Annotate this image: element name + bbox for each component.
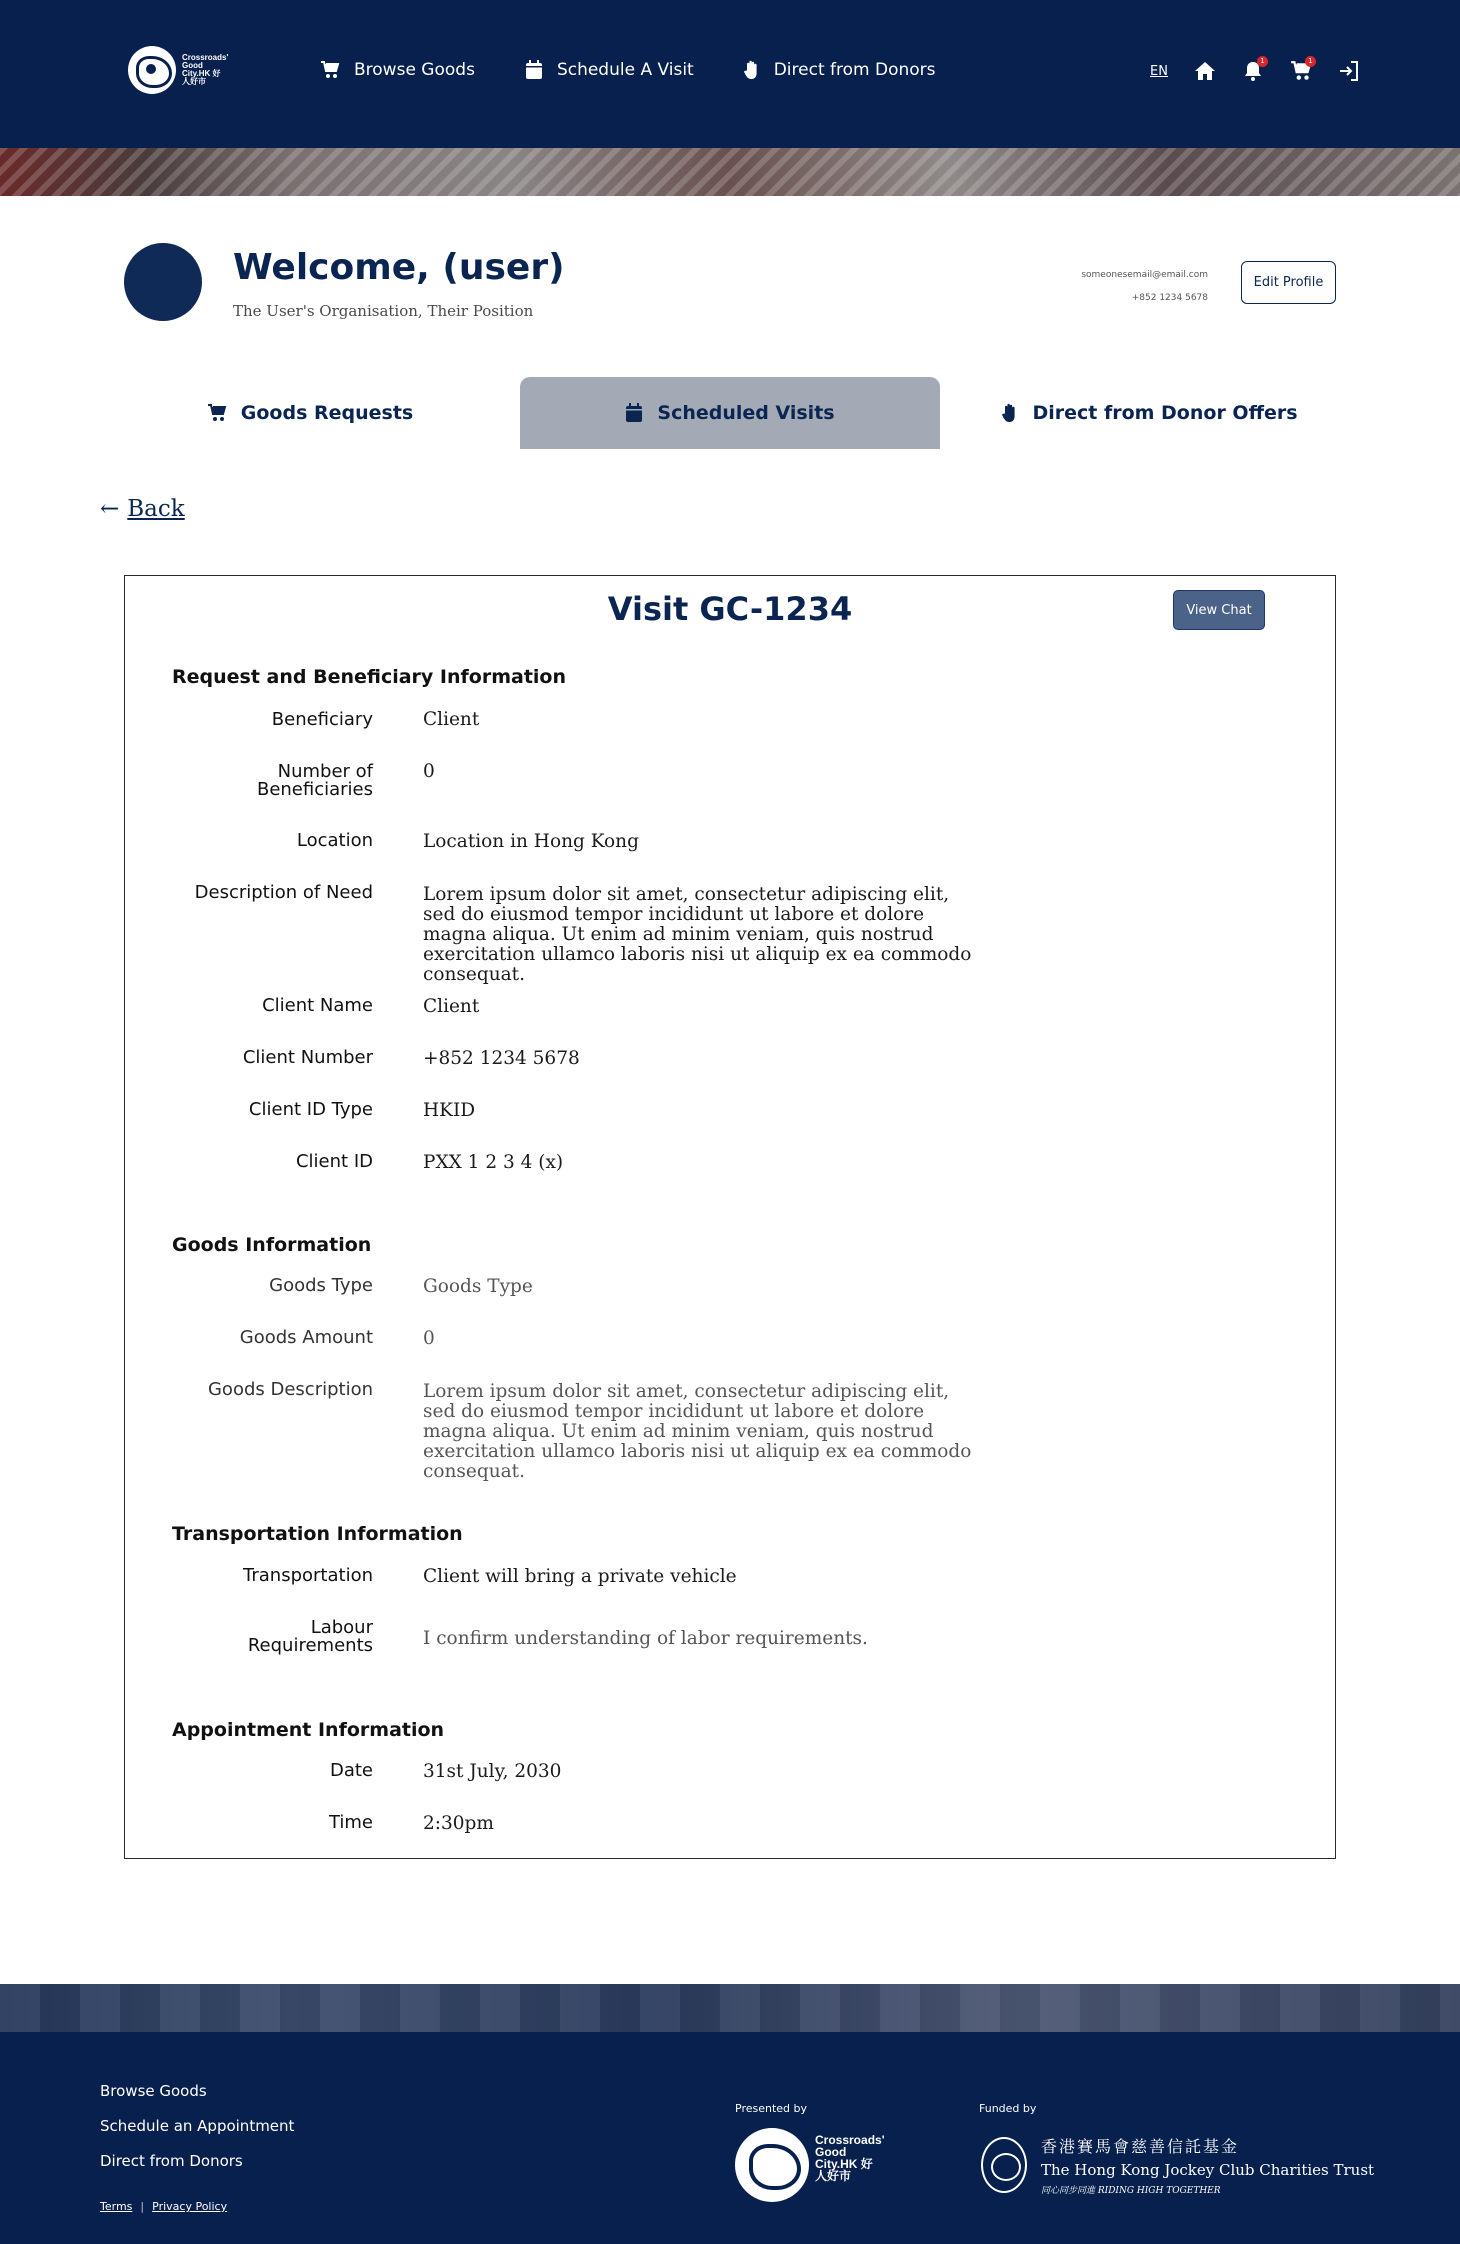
field-label-client-name: Client Name (262, 995, 373, 1016)
field-value-date: 31st July, 2030 (423, 1761, 562, 1782)
footer (0, 2032, 1460, 2244)
calendar-icon (625, 403, 643, 423)
page-title: Welcome, (user) (233, 247, 565, 288)
avatar (124, 243, 202, 321)
header-actions (1150, 57, 1360, 82)
field-label-goods-type: Goods Type (269, 1275, 373, 1296)
field-value-client-name: Client (423, 996, 480, 1017)
footer-legal (100, 2200, 227, 2213)
tab-label: Direct from Donor Offers (1032, 402, 1298, 424)
field-value-beneficiary: Client (423, 709, 480, 730)
tab-label: Scheduled Visits (657, 402, 835, 424)
field-label-labour-requirements (143, 1619, 373, 1655)
header-banner-image (0, 148, 1460, 196)
calendar-icon (525, 60, 543, 80)
presented-by-label: Presented by (735, 2102, 808, 2115)
user-email: someonesemail@email.com (1081, 270, 1208, 280)
cart-icon (320, 61, 340, 79)
logo-mark-icon (128, 46, 176, 94)
section-heading-appointment: Appointment Information (172, 1719, 445, 1741)
field-label-client-number: Client Number (242, 1047, 373, 1068)
footer-links (100, 2074, 294, 2179)
user-phone: +852 1234 5678 (1131, 293, 1208, 303)
jockey-club-text (1041, 2134, 1374, 2196)
field-label-goods-description: Goods Description (207, 1379, 373, 1400)
hand-icon (1002, 403, 1018, 423)
terms-link[interactable]: Terms (100, 2200, 133, 2213)
field-value-goods-type: Goods Type (423, 1276, 533, 1297)
notification-badge: 1 (1257, 56, 1268, 67)
field-label-beneficiaries-count (143, 763, 373, 799)
footer-link-schedule-appointment[interactable]: Schedule an Appointment (100, 2117, 295, 2135)
back-label: Back (127, 496, 185, 522)
field-label-goods-amount: Goods Amount (239, 1327, 373, 1348)
field-value-time: 2:30pm (423, 1813, 494, 1834)
section-heading-transport: Transportation Information (172, 1523, 463, 1545)
field-value-labour-requirements: I confirm understanding of labor requirements. (423, 1628, 868, 1649)
field-label-client-id: Client ID (295, 1151, 373, 1172)
view-chat-button[interactable]: View Chat (1173, 590, 1265, 630)
back-arrow-icon: ← (100, 496, 120, 522)
bell-icon[interactable] (1242, 57, 1265, 82)
dashboard-tabs (100, 377, 1360, 449)
field-value-goods-amount: 0 (423, 1328, 435, 1349)
privacy-policy-link[interactable]: Privacy Policy (152, 2200, 228, 2213)
top-nav-bar (0, 0, 1460, 148)
field-value-client-id: PXX 1 2 3 4 (x) (423, 1152, 564, 1173)
back-link[interactable] (100, 496, 185, 522)
jockey-club-emblem-icon (981, 2137, 1027, 2193)
nav-browse-goods[interactable] (320, 60, 475, 80)
user-organisation: The User's Organisation, Their Position (233, 302, 534, 320)
main-nav (320, 60, 986, 80)
field-value-client-number: +852 1234 5678 (423, 1048, 580, 1069)
nav-label: Browse Goods (354, 60, 475, 80)
visit-title: Visit GC-1234 (607, 590, 853, 628)
nav-label: Direct from Donors (773, 60, 936, 80)
nav-direct-donors[interactable] (744, 60, 936, 80)
cart-icon[interactable] (1290, 57, 1313, 82)
jockey-club-logo (981, 2134, 1374, 2196)
footer-link-direct-donors[interactable]: Direct from Donors (100, 2152, 243, 2170)
field-label-beneficiary: Beneficiary (271, 709, 373, 730)
good-city-logo[interactable] (128, 46, 228, 94)
label-line: Requirements (247, 1635, 373, 1656)
nav-label: Schedule A Visit (556, 60, 694, 80)
field-value-client-id-type: HKID (423, 1100, 476, 1121)
field-label-location: Location (296, 830, 373, 851)
legal-separator: | (140, 2200, 145, 2213)
funded-by-label: Funded by (979, 2102, 1037, 2115)
section-heading-goods: Goods Information (172, 1234, 372, 1256)
label-line: Beneficiaries (256, 779, 373, 800)
jockey-club-english-name: The Hong Kong Jockey Club Charities Trust (1041, 2161, 1375, 2179)
logo-text: Crossroads' Good City.HK 好人好市 (182, 53, 229, 86)
user-contact (1081, 264, 1208, 310)
footer-link-browse-goods[interactable]: Browse Goods (100, 2082, 207, 2100)
section-heading-request: Request and Beneficiary Information (172, 666, 567, 688)
logout-icon[interactable] (1338, 60, 1360, 82)
field-label-time: Time (328, 1812, 373, 1833)
field-value-goods-description: Lorem ipsum dolor sit amet, consectetur adipiscing elit, sed do eiusmod tempor incididunt ut labore et dolore magna aliqua. Ut enim ad minim veniam, quis nostrud exercitation ullamco laboris nisi ut aliquip ex ea commodo consequat. (423, 1381, 972, 1482)
cart-badge: 1 (1305, 56, 1316, 67)
jockey-club-chinese-name: 香港賽馬會慈善信託基金 (1041, 2137, 1240, 2156)
field-label-client-id-type: Client ID Type (248, 1099, 373, 1120)
label-line: Labour (310, 1617, 373, 1638)
field-value-beneficiaries-count: 0 (423, 761, 435, 782)
field-value-location: Location in Hong Kong (423, 831, 639, 852)
crossroads-logo-text: Crossroads' Good City.HK 好人好市 (815, 2133, 885, 2183)
footer-banner-image (0, 1984, 1460, 2032)
edit-profile-button[interactable]: Edit Profile (1241, 261, 1336, 304)
field-label-transportation: Transportation (243, 1565, 373, 1586)
cart-icon (207, 404, 227, 422)
field-label-description-of-need: Description of Need (194, 882, 373, 903)
crossroads-logo-icon (735, 2128, 809, 2202)
tab-goods-requests[interactable] (100, 377, 520, 449)
tab-direct-donor-offers[interactable] (940, 377, 1360, 449)
hand-icon (744, 60, 760, 80)
language-switch[interactable]: EN (1150, 63, 1168, 79)
field-label-date: Date (329, 1760, 373, 1781)
home-icon[interactable] (1194, 60, 1216, 82)
tab-label: Goods Requests (240, 402, 414, 424)
nav-schedule-visit[interactable] (525, 60, 694, 80)
crossroads-logo (735, 2128, 885, 2202)
tab-scheduled-visits[interactable] (520, 377, 940, 449)
field-value-transportation: Client will bring a private vehicle (423, 1566, 737, 1587)
field-value-description-of-need: Lorem ipsum dolor sit amet, consectetur adipiscing elit, sed do eiusmod tempor incididunt ut labore et dolore magna aliqua. Ut enim ad minim veniam, quis nostrud exercitation ullamco laboris nisi ut aliquip ex ea commodo consequat. (423, 884, 972, 985)
visit-detail-card (124, 575, 1336, 1859)
jockey-club-tagline: 同心同步同進 RIDING HIGH TOGETHER (1041, 2186, 1221, 2196)
label-line: Number of (277, 761, 373, 782)
